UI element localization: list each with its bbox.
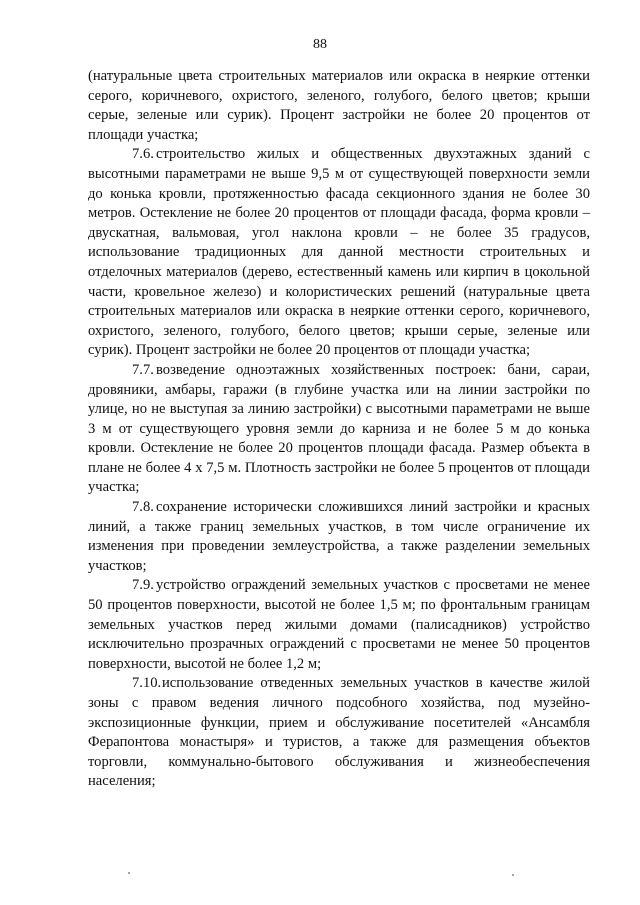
- scan-speck: [512, 874, 514, 876]
- item-number: 7.9.: [132, 577, 154, 594]
- page-number: 88: [313, 37, 327, 52]
- item-number: 7.7.: [132, 361, 154, 378]
- paragraph-continuation: [88, 67, 590, 145]
- item-number: 7.10.: [132, 675, 162, 692]
- item-number: 7.6.: [132, 146, 154, 163]
- paragraph-text: возведение одноэтажных хозяйственных построек: бани, сараи, дровяники, амбары, гаражи (в глубине участка или на линии застройки по улице, но не выступая за линию застройки) с высотными параметрами не выше 3 м от существующего уровня земли до карниза и не более 5 м до конька кровли. Остекление не более 20 процентов площади фасада. Размер объекта в плане не более 4 х 7,5 м. Плотность застройки не более 5 процентов от площади участка;: [88, 361, 590, 496]
- scan-speck: [128, 872, 130, 874]
- document-body: [88, 67, 590, 792]
- item-number: 7.8.: [132, 499, 154, 516]
- paragraph-7-10: [88, 674, 590, 792]
- paragraph-text: (натуральные цвета строительных материалов или окраска в неяркие оттенки серого, коричневого, охристого, зеленого, голубого, белого цветов; крыши серые, зеленые или сурик). Процент застройки не более 20 процентов от площади участка;: [88, 68, 590, 143]
- paragraph-7-6: [88, 145, 590, 361]
- paragraph-7-8: [88, 498, 590, 576]
- paragraph-text: устройство ограждений земельных участков с просветами не менее 50 процентов поверхности, высотой не более 1,5 м; по фронтальным границам земельных участков перед жилыми домами (палисадников) устройство исключительно прозрачных ограждений с просветами не менее 50 процентов поверхности, высотой не более 1,2 м;: [88, 577, 590, 672]
- paragraph-text: сохранение исторически сложившихся линий застройки и красных линий, а также границ земельных участков, в том числе ограничение их изменения при проведении землеустройства, а также разделении земельных участков;: [88, 499, 590, 574]
- paragraph-7-7: [88, 361, 590, 498]
- paragraph-text: использование отведенных земельных участков в качестве жилой зоны с правом ведения личного подсобного хозяйства, под музейно-экспозиционные функции, прием и обслуживание посетителей «Ансамбля Ферапонтова монастыря» и туристов, а также для размещения объектов торговли, коммунально-бытового обслуживания и жизнеобеспечения населения;: [88, 675, 590, 790]
- paragraph-text: строительство жилых и общественных двухэтажных зданий с высотными параметрами не выше 9,5 м от существующей поверхности земли до конька кровли, протяженностью фасада секционного здания не более 30 метров. Остекление не более 20 процентов от площади фасада, форма кровли – двускатная, вальмовая, угол наклона кровли – не более 35 градусов, использование традиционных для данной местности строительных и отделочных материалов (дерево, естественный камень или кирпич в цокольной части, кровельное железо) и колористических решений (натуральные цвета строительных материалов или окраска в неяркие оттенки серого, коричневого, охристого, зеленого, голубого, белого цветов; крыши серые, зеленые или сурик). Процент застройки не более 20 процентов от площади участка;: [88, 146, 590, 359]
- paragraph-7-9: [88, 576, 590, 674]
